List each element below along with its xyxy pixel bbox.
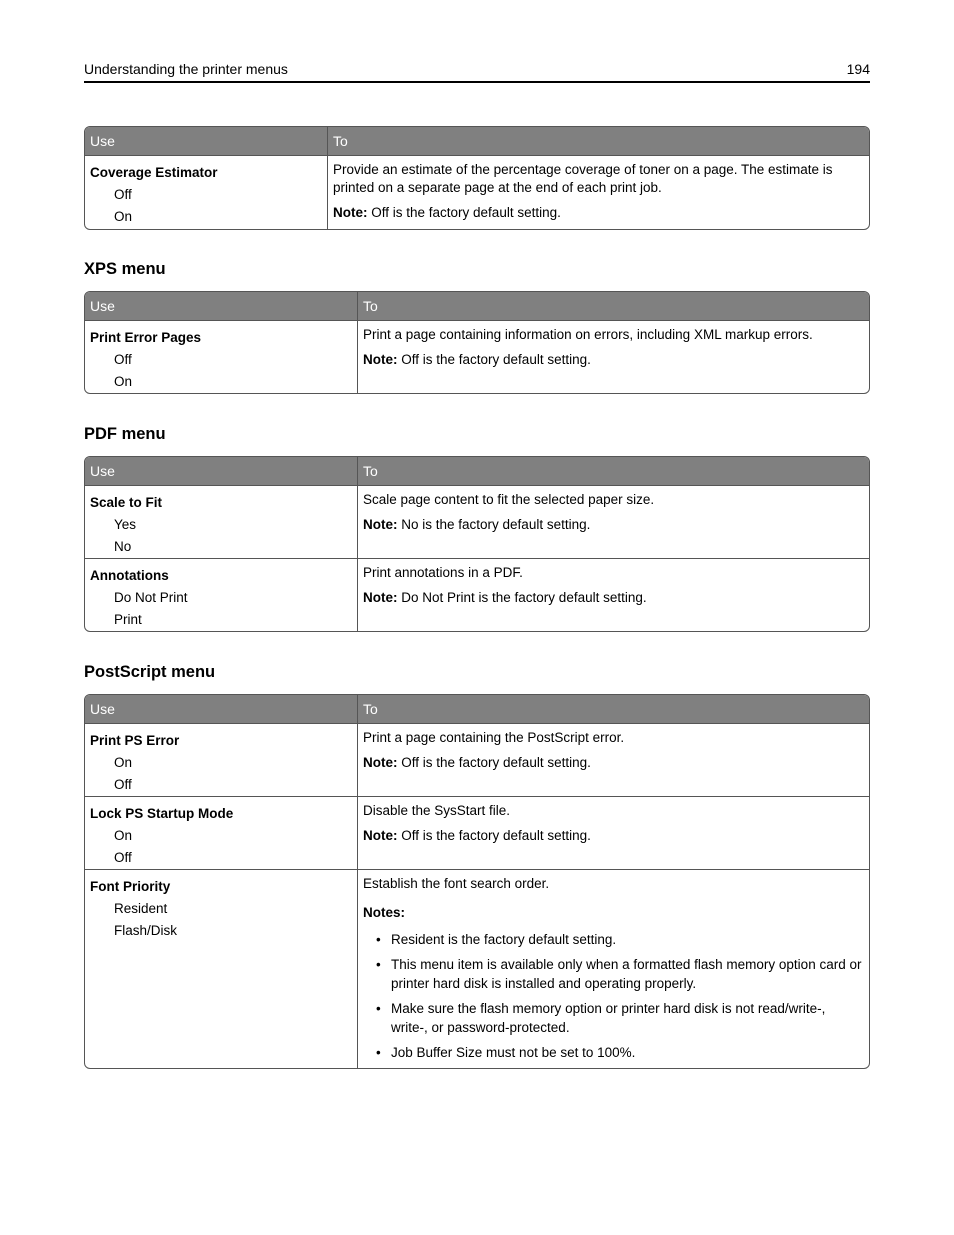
col-header-to: To xyxy=(357,292,869,321)
description: Print a page containing information on errors, including XML markup errors. xyxy=(363,327,813,342)
note-label: Note: xyxy=(363,828,398,843)
note-text: Off is the factory default setting. xyxy=(397,755,591,770)
option-name: Coverage Estimator xyxy=(90,165,218,180)
description: Establish the font search order. xyxy=(363,876,550,891)
list-item xyxy=(363,999,864,1037)
note-label: Note: xyxy=(363,352,398,367)
col-header-use: Use xyxy=(85,457,357,486)
option-value: No xyxy=(114,539,132,554)
note-text: Off is the factory default setting. xyxy=(367,205,561,220)
notes-list xyxy=(363,930,864,1062)
notes-label: Notes: xyxy=(363,905,406,920)
option-name: Scale to Fit xyxy=(90,495,163,510)
note-text: Off is the factory default setting. xyxy=(397,352,591,367)
option-value: On xyxy=(114,209,133,224)
header-title: Understanding the printer menus xyxy=(84,61,288,77)
postscript-table xyxy=(84,694,870,1069)
table-row xyxy=(85,486,869,558)
option-value: Flash/Disk xyxy=(114,923,178,938)
option-value: Off xyxy=(114,777,132,792)
section-title-pdf: PDF menu xyxy=(84,425,166,443)
col-header-use: Use xyxy=(85,292,357,321)
col-header-to: To xyxy=(357,695,869,724)
description: Print a page containing the PostScript error. xyxy=(363,730,625,745)
option-value: Off xyxy=(114,850,132,865)
description: Print annotations in a PDF. xyxy=(363,565,523,580)
list-item-text: Resident is the factory default setting. xyxy=(391,932,617,947)
option-name: Lock PS Startup Mode xyxy=(90,806,234,821)
coverage-table xyxy=(84,126,870,230)
xps-table xyxy=(84,291,870,394)
note-text: No is the factory default setting. xyxy=(397,517,591,532)
note xyxy=(363,351,864,369)
section-title-postscript: PostScript menu xyxy=(84,663,216,681)
option-value: Print xyxy=(114,612,142,627)
bullet-icon: • xyxy=(376,1045,381,1060)
note xyxy=(363,827,864,845)
option-value: On xyxy=(114,828,133,843)
description: Scale page content to fit the selected paper size. xyxy=(363,492,655,507)
option-value: Yes xyxy=(114,517,137,532)
note xyxy=(363,589,864,607)
note-label: Note: xyxy=(363,517,398,532)
option-name: Print Error Pages xyxy=(90,330,202,345)
col-header-use: Use xyxy=(85,127,327,156)
description: Disable the SysStart file. xyxy=(363,803,511,818)
note-label: Note: xyxy=(333,205,368,220)
option-value: On xyxy=(114,755,133,770)
col-header-to: To xyxy=(327,127,869,156)
note-label: Note: xyxy=(363,590,398,605)
note xyxy=(333,204,864,222)
table-row xyxy=(85,869,869,1068)
option-name: Font Priority xyxy=(90,879,171,894)
table-row xyxy=(85,724,869,796)
option-value: Resident xyxy=(114,901,168,916)
table-row xyxy=(85,558,869,631)
col-header-use: Use xyxy=(85,695,357,724)
bullet-icon: • xyxy=(376,957,381,972)
note-label: Note: xyxy=(363,755,398,770)
note-text: Do Not Print is the factory default setting. xyxy=(397,590,647,605)
option-name: Print PS Error xyxy=(90,733,180,748)
list-item-text: Make sure the flash memory option or printer hard disk is not read/write-, write-, or password-protected. xyxy=(391,1001,826,1035)
bullet-icon: • xyxy=(376,1001,381,1016)
option-value: Off xyxy=(114,187,132,202)
list-item-text: This menu item is available only when a formatted flash memory option card or printer hard disk is installed and operating properly. xyxy=(391,957,862,991)
option-name: Annotations xyxy=(90,568,169,583)
table-row xyxy=(85,156,869,229)
note-text: Off is the factory default setting. xyxy=(397,828,591,843)
bullet-icon: • xyxy=(376,932,381,947)
option-value: On xyxy=(114,374,133,389)
col-header-to: To xyxy=(357,457,869,486)
list-item xyxy=(363,955,864,993)
page-header xyxy=(84,60,870,83)
list-item-text: Job Buffer Size must not be set to 100%. xyxy=(391,1045,636,1060)
section-title-xps: XPS menu xyxy=(84,260,166,278)
note xyxy=(363,516,864,534)
table-row xyxy=(85,321,869,393)
option-value: Do Not Print xyxy=(114,590,188,605)
list-item xyxy=(363,930,864,949)
description: Provide an estimate of the percentage coverage of toner on a page. The estimate is printed on a separate page at the end of each print job. xyxy=(333,162,833,195)
pdf-table xyxy=(84,456,870,632)
table-row xyxy=(85,796,869,869)
option-value: Off xyxy=(114,352,132,367)
note xyxy=(363,754,864,772)
list-item xyxy=(363,1043,864,1062)
page-number: 194 xyxy=(846,61,870,77)
